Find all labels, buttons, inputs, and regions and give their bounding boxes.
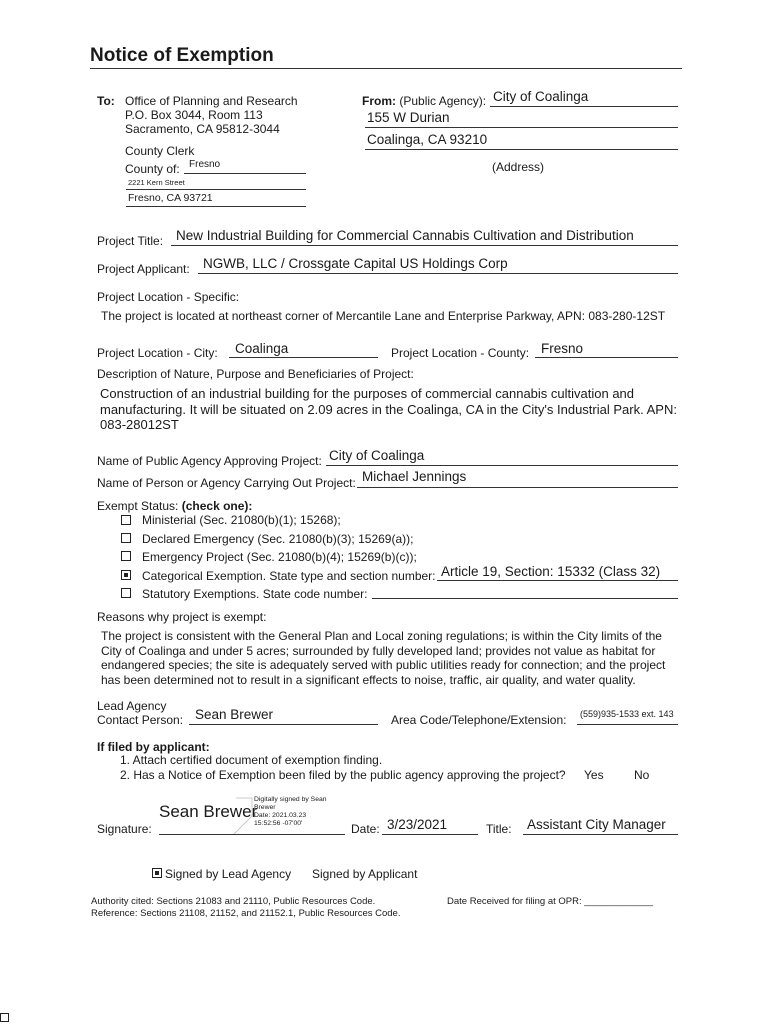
digital-line2: Brewer — [254, 804, 276, 811]
reasons-label: Reasons why project is exempt: — [97, 610, 267, 624]
check-one-text: (check one): — [181, 499, 253, 513]
date-label: Date: — [351, 822, 380, 836]
exempt-status-text: Exempt Status: — [97, 499, 179, 513]
categorical-exemption-underline — [437, 580, 678, 581]
statutory-exemption-checkbox[interactable] — [121, 588, 131, 598]
phone-label: Area Code/Telephone/Extension: — [391, 713, 567, 727]
county-city-underline — [126, 206, 306, 207]
county-underline — [184, 173, 306, 174]
location-county-value[interactable]: Fresno — [541, 341, 584, 356]
filed-no[interactable]: No — [634, 768, 650, 782]
from-city[interactable]: Coalinga, CA 93210 — [367, 132, 488, 147]
phone-value[interactable]: (559)935-1533 ext. 143 — [580, 709, 674, 719]
reference: Reference: Sections 21108, 21152, and 21152.1, Public Resources Code. — [91, 908, 401, 919]
corner-marker — [0, 1013, 9, 1022]
categorical-exemption-label: Categorical Exemption. State type and section number: — [142, 569, 436, 583]
description-line3[interactable]: 083-28012ST — [100, 417, 179, 432]
project-title-underline — [171, 245, 678, 246]
page-title: Notice of Exemption — [90, 45, 274, 66]
signed-by-applicant-label[interactable]: Signed by Applicant — [312, 867, 418, 881]
to-line1: Office of Planning and Research — [125, 94, 298, 108]
reasons-line3[interactable]: endangered species; the site is adequately served with public utilities ready for connection; and the project — [101, 658, 666, 672]
lead-agency-label: Lead Agency — [97, 699, 167, 713]
digital-line3: Date: 2021.03.23 — [254, 812, 307, 819]
project-applicant-underline — [198, 273, 678, 274]
location-city-underline — [229, 357, 378, 358]
signed-by-lead-agency-label: Signed by Lead Agency — [165, 867, 292, 881]
project-title-label: Project Title: — [97, 234, 164, 248]
approving-agency-value[interactable]: City of Coalinga — [329, 448, 425, 463]
from-street-underline — [365, 127, 678, 128]
filed-by-applicant-heading: If filed by applicant: — [97, 740, 210, 754]
signature-name[interactable]: Sean Brewer — [159, 802, 258, 821]
project-title-value[interactable]: New Industrial Building for Commercial Cannabis Cultivation and Distribution — [176, 228, 634, 243]
county-clerk-label: County Clerk — [125, 144, 195, 158]
location-county-label: Project Location - County: — [391, 346, 530, 360]
location-specific-label: Project Location - Specific: — [97, 290, 240, 304]
county-value[interactable]: Fresno — [189, 159, 221, 170]
from-city-underline — [365, 149, 678, 150]
filed-item2: 2. Has a Notice of Exemption been filed by the public agency approving the project? — [120, 768, 566, 782]
reasons-line4[interactable]: has been determined not to result in a significant effects to noise, traffic, air quality, and water quality. — [101, 673, 636, 687]
location-county-underline — [535, 357, 678, 358]
date-received-label: Date Received for filing at OPR: _____________ — [447, 896, 653, 907]
to-line3: Sacramento, CA 95812-3044 — [125, 122, 280, 136]
county-city[interactable]: Fresno, CA 93721 — [128, 192, 213, 204]
title-divider — [90, 68, 682, 69]
reasons-line2[interactable]: City of Coalinga and under 5 acres; surrounded by fully developed land; provides not value as habitat for — [101, 644, 656, 658]
ministerial-label: Ministerial (Sec. 21080(b)(1); 15268); — [142, 513, 341, 527]
county-street[interactable]: 2221 Kern Street — [128, 178, 185, 187]
signature-label: Signature: — [97, 822, 152, 836]
contact-person-label: Contact Person: — [97, 713, 184, 727]
date-underline — [382, 834, 478, 835]
description-label: Description of Nature, Purpose and Beneficiaries of Project: — [97, 367, 414, 381]
from-agency[interactable]: City of Coalinga — [493, 89, 589, 104]
approving-agency-label: Name of Public Agency Approving Project: — [97, 454, 322, 468]
description-line1[interactable]: Construction of an industrial building for the purposes of commercial cannabis cultivation and — [100, 386, 635, 401]
contact-person-underline — [189, 724, 378, 725]
from-agency-underline — [490, 106, 678, 107]
address-label: (Address) — [492, 160, 545, 174]
reasons-line1[interactable]: The project is consistent with the General Plan and Local zoning regulations; is within the City limits of the — [101, 629, 662, 643]
location-city-value[interactable]: Coalinga — [235, 341, 289, 356]
exempt-status-label — [97, 499, 252, 513]
description-line2[interactable]: manufacturing. It will be situated on 2.09 acres in the Coalinga, CA in the City's Industrial Park. APN: — [100, 402, 677, 417]
project-applicant-label: Project Applicant: — [97, 262, 190, 276]
authority-cited: Authority cited: Sections 21083 and 21110, Public Resources Code. — [91, 896, 376, 907]
phone-underline — [577, 724, 678, 725]
contact-person-value[interactable]: Sean Brewer — [195, 707, 274, 722]
carrying-out-underline — [357, 487, 678, 488]
digital-line1: Digitally signed by Sean — [254, 796, 327, 803]
from-street[interactable]: 155 W Durian — [367, 110, 450, 125]
date-value[interactable]: 3/23/2021 — [387, 817, 448, 832]
to-label: To: — [97, 94, 115, 108]
title-underline — [523, 834, 678, 835]
title-value[interactable]: Assistant City Manager — [527, 817, 666, 832]
statutory-exemption-label: Statutory Exemptions. State code number: — [142, 587, 368, 601]
project-applicant-value[interactable]: NGWB, LLC / Crossgate Capital US Holdings Corp — [203, 256, 508, 271]
from-label-bold: From: — [362, 94, 396, 108]
from-label — [362, 94, 486, 108]
statutory-exemption-underline[interactable] — [372, 598, 678, 599]
filed-item1: 1. Attach certified document of exemption finding. — [120, 753, 383, 767]
signature-underline — [159, 834, 345, 835]
categorical-exemption-value[interactable]: Article 19, Section: 15332 (Class 32) — [441, 564, 661, 579]
digital-line4: 15:52:56 -07'00' — [254, 820, 303, 827]
location-specific-value[interactable]: The project is located at northeast corner of Mercantile Lane and Enterprise Parkway, APN: 083-280-12ST — [101, 309, 666, 323]
location-city-label: Project Location - City: — [97, 346, 218, 360]
from-label-rest: (Public Agency): — [399, 94, 487, 108]
to-line2: P.O. Box 3044, Room 113 — [125, 108, 263, 122]
categorical-exemption-checkbox[interactable] — [121, 570, 131, 580]
filed-yes[interactable]: Yes — [584, 768, 604, 782]
emergency-project-label: Emergency Project (Sec. 21080(b)(4); 15269(b)(c)); — [142, 550, 417, 564]
county-street-underline — [126, 189, 306, 190]
declared-emergency-label: Declared Emergency (Sec. 21080(b)(3); 15269(a)); — [142, 532, 414, 546]
signed-by-lead-agency-checkbox[interactable] — [152, 868, 162, 878]
approving-agency-underline — [326, 465, 678, 466]
ministerial-checkbox[interactable] — [121, 515, 131, 525]
declared-emergency-checkbox[interactable] — [121, 533, 131, 543]
county-of-label: County of: — [125, 162, 180, 176]
title-label: Title: — [486, 822, 512, 836]
digital-signature-block — [254, 796, 327, 828]
emergency-project-checkbox[interactable] — [121, 551, 131, 561]
carrying-out-value[interactable]: Michael Jennings — [362, 469, 467, 484]
carrying-out-label: Name of Person or Agency Carrying Out Project: — [97, 476, 356, 490]
